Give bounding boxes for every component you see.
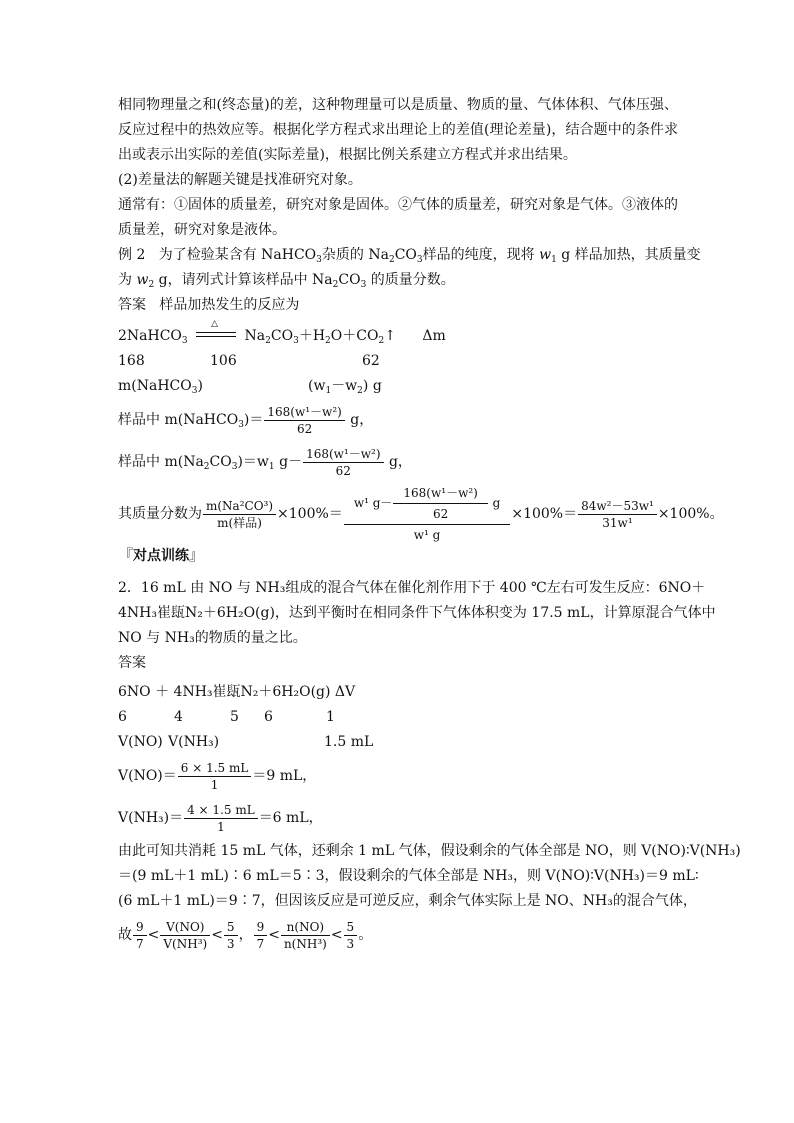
usual-line-1: 通常有：①固体的质量差，研究对象是固体。②气体的质量差，研究对象是气体。③液体的 bbox=[118, 197, 678, 213]
training-equation: 6NO ＋ 4NH₃崔瓺N₂＋6H₂O(g) ΔV bbox=[118, 684, 356, 700]
training-volumes: V(NO) V(NH₃) 1.5 mL bbox=[118, 734, 374, 750]
ratio-row-2: m(NaHCO$_3$) $(w_1-w_2)$ g bbox=[118, 378, 382, 396]
conclusion-line3: (6 mL＋1 mL)＝9∶7，但因该反应是可逆反应，剩余气体实际上是 NO、NH₃的混合气体， bbox=[118, 893, 697, 909]
final-inequality: 故 $\frac{9}{7}$ < $\frac{V(NO)}{\text{V(NH³)}}$ < $\frac{5}{3}$ ， $\frac{9}{7}$ < $\frac{n(NO)}{\text{n(NH³)}}$ < $\frac{5}{3}$ 。 bbox=[118, 919, 373, 951]
training-answer-label: 答案 bbox=[118, 655, 146, 671]
fraction: $\frac{5}{3}$ bbox=[224, 919, 238, 952]
intro-line-3: 出或表示出实际的差值(实际差量)，根据比例关系建立方程式并求出结果。 bbox=[118, 147, 577, 163]
intro-line-1: 相同物理量之和(终态量)的差，这种物理量可以是质量、物质的量、气体体积、气体压强、 bbox=[118, 97, 678, 113]
fraction: $\frac{\text{m(Na²CO³)}}{\text{m(样品)}}$ bbox=[203, 498, 276, 531]
training-question-line1: 2．16 mL 由 NO 与 NH₃组成的混合气体在催化剂作用下于 400 ℃左右可发生反应：6NO＋ bbox=[118, 580, 706, 596]
usual-line-2: 质量差，研究对象是液体。 bbox=[118, 222, 286, 238]
answer-label: 答案 bbox=[118, 297, 146, 313]
fraction: $\frac{9}{7}$ bbox=[133, 919, 147, 952]
example2-answer-line: 答案 样品加热发生的反应为 bbox=[118, 297, 300, 313]
formula-v-no: V(NO)＝ $\frac{6 \times 1.5 mL}{1}$ ＝9 mL， bbox=[118, 760, 317, 792]
fraction: $\frac{6 \times 1.5 mL}{1}$ bbox=[178, 760, 252, 793]
training-question-line3: NO 与 NH₃的物质的量之比。 bbox=[118, 630, 307, 646]
intro-line-2: 反应过程中的热效应等。根据化学方程式求出理论上的差值(理论差量)，结合题中的条件求 bbox=[118, 122, 678, 138]
conclusion-line2: ＝(9 mL＋1 mL)∶6 mL＝5∶3，假设剩余的气体全部是 NH₃，则 V(NO)∶V(NH₃)＝9 mL∶ bbox=[118, 868, 699, 884]
fraction: $\frac{\text{168(w¹－w²)}}{62}$ bbox=[393, 483, 487, 524]
formula-v-nh3: V(NH₃)＝ $\frac{4 \times 1.5 mL}{1}$ ＝6 mL， bbox=[118, 802, 323, 834]
training-question-line2: 4NH₃崔瓺N₂＋6H₂O(g)，达到平衡时在相同条件下气体体积变为 17.5 mL，计算原混合气体中 bbox=[118, 605, 716, 621]
formula-na2co3-mass: 样品中 $m(Na_2CO_3)=w_1$ g－ $\frac{\text{168(w¹－w²)}}{62}$ g， bbox=[118, 446, 412, 478]
point-2: (2)差量法的解题关键是找准研究对象。 bbox=[118, 172, 362, 188]
ratio-row-1: 168 106 62 bbox=[118, 353, 380, 369]
fraction: $\frac{\text{168(w¹－w²)}}{62}$ bbox=[303, 446, 383, 479]
compound-fraction: w¹ g－ $\frac{\text{168(w¹－w²)}}{62}$ g w¹ g bbox=[344, 483, 511, 545]
reaction-equation: 2NaHCO$_3$ △ $Na_2CO_3+H_2O+CO_2↑$ Δm bbox=[118, 319, 446, 346]
fraction: $\frac{\text{168(w¹－w²)}}{62}$ bbox=[264, 404, 344, 437]
fraction: $\frac{9}{7}$ bbox=[254, 919, 268, 952]
formula-nahco3-mass: 样品中 m(NaHCO$_3$)＝ $\frac{\text{168(w¹－w²)}}{62}$ g， bbox=[118, 404, 374, 436]
heating-condition-arrow: △ bbox=[196, 329, 236, 343]
formula-mass-fraction: 其质量分数为 $\frac{\text{m(Na²CO³)}}{\text{m(样品)}}$ ×100%＝ w¹ g－ $\frac{\text{168(w¹－w²)}}{62}$ g w¹ g ×100%＝ $\frac{\text{84w²－53w¹}}{\text{31w¹}}$ ×100%。 bbox=[118, 483, 678, 541]
fraction: $\frac{V(NO)}{\text{V(NH³)}}$ bbox=[160, 919, 210, 952]
example2-question-line2: 为 $w_2$ g，请列式计算该样品中 $Na_2CO_3$ 的质量分数。 bbox=[118, 272, 455, 290]
fraction: $\frac{\text{84w²－53w¹}}{\text{31w¹}}$ bbox=[578, 498, 657, 531]
fraction: $\frac{n(NO)}{\text{n(NH³)}}$ bbox=[281, 919, 330, 952]
training-title: 『对点训练』 bbox=[118, 546, 205, 564]
example2-question-line1: 例 2 为了检验某含有 NaHCO$_3$杂质的 $Na_2CO_3$样品的纯度，现将 $w_1$ g 样品加热，其质量变 bbox=[118, 247, 701, 265]
fraction: $\frac{5}{3}$ bbox=[344, 919, 358, 952]
content bbox=[118, 93, 741, 956]
example-label: 例 2 bbox=[118, 247, 146, 263]
conclusion-line1: 由此可知共消耗 15 mL 气体，还剩余 1 mL 气体，假设剩余的气体全部是 NO，则 V(NO)∶V(NH₃) bbox=[118, 843, 741, 859]
training-coefficients: 6 4 5 6 1 bbox=[118, 709, 335, 725]
fraction: $\frac{4 \times 1.5 mL}{1}$ bbox=[184, 802, 258, 835]
